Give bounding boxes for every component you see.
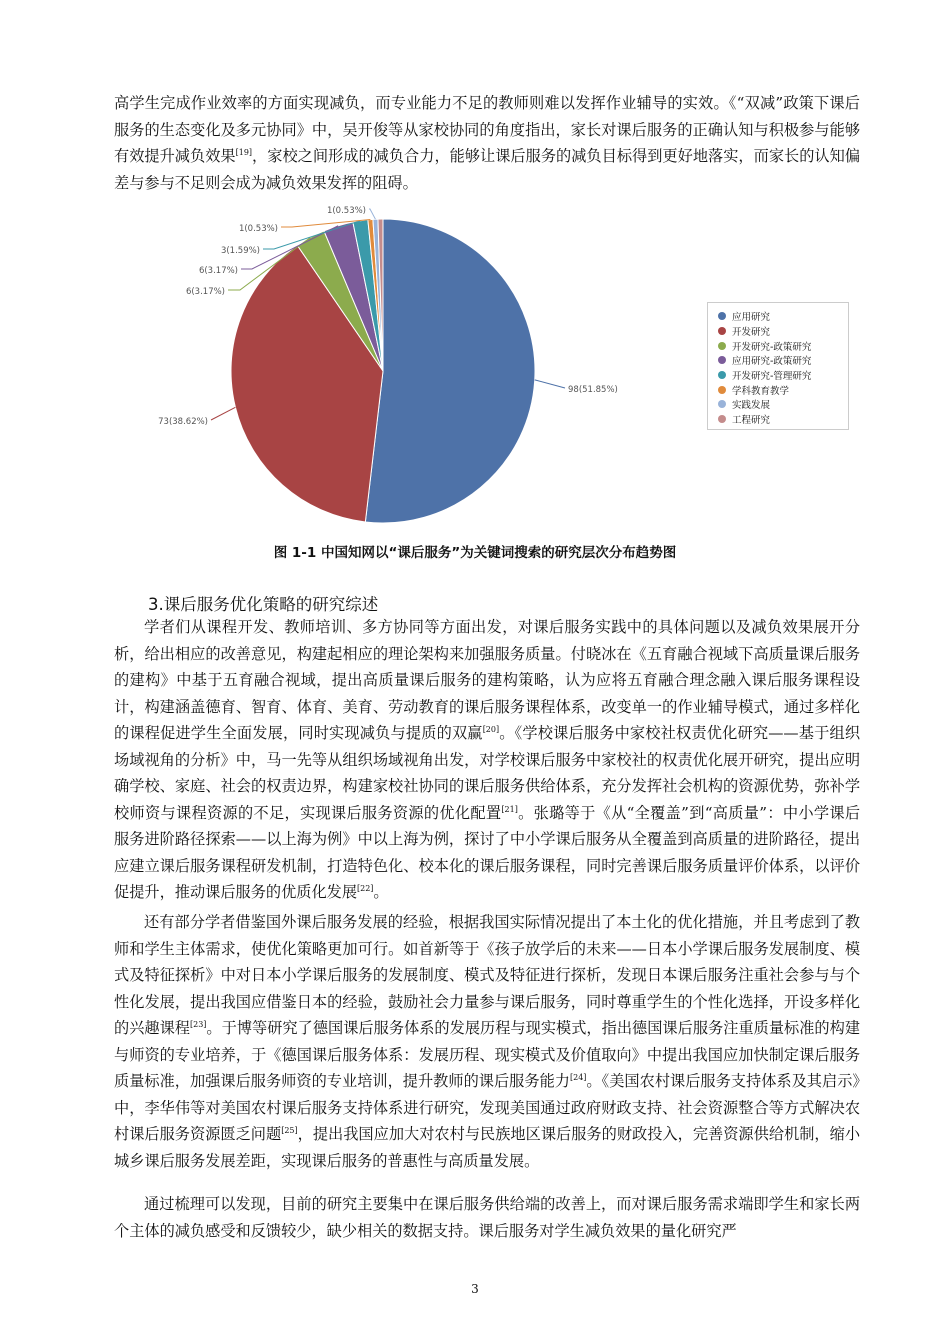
pie-chart-figure: [158, 200, 850, 530]
legend-item: [718, 309, 848, 324]
body-paragraph-2: 还有部分学者借鉴国外课后服务发展的经验，根据我国实际情况提出了本土化的优化措施，并且考虑到了教师和学生主体需求，使优化策略更加可行。如首新等于《孩子放学后的未来——日本小学课后服务发展制度、模式及特征探析》中对日本小学课后服务的发展制度、模式及特征进行探析，发现日本课后服务注重社会参与与个性化发展，提出我国应借鉴日本的经验，鼓励社会力量参与课后服务，同时尊重学生的个性化选择，开设多样化的兴趣课程[23]。于博等研究了德国课后服务体系的发展历程与现实模式，指出德国课后服务注重质量标准的构建与师资的专业培养，于《德国课后服务体系：发展历程、现实模式及价值取向》中提出我国应加快制定课后服务质量标准，加强课后服务师资的专业培训，提升教师的课后服务能力[24]。《美国农村课后服务支持体系及其启示》中，李华伟等对美国农村课后服务支持体系进行研究，发现美国通过政府财政支持、社会资源整合等方式解决农村课后服务资源匮乏问题[25]，提出我国应加大对农村与民族地区课后服务的财政投入，完善资源供给机制，缩小城乡课后服务发展差距，实现课后服务的普惠性与高质量发展。: [114, 913, 861, 1170]
legend-label: 工程研究: [732, 415, 771, 427]
citation-ref: [20]: [482, 725, 500, 734]
label-leader-line: [535, 380, 565, 388]
legend-color-dot: [718, 312, 726, 320]
data-label: 98(51.85%): [568, 385, 618, 395]
legend-color-dot: [718, 400, 726, 408]
data-label: 1(0.53%): [238, 224, 278, 234]
legend-color-dot: [718, 327, 726, 335]
legend-color-dot: [718, 371, 726, 379]
legend-label: 学科教育教学: [732, 385, 790, 397]
citation-ref: [25]: [281, 1126, 298, 1135]
legend-label: 开发研究-政策研究: [732, 341, 812, 353]
label-leader-line: [369, 209, 375, 219]
data-label: 1(0.53%): [326, 206, 366, 216]
citation-ref: [21]: [501, 804, 518, 814]
data-label: 6(3.17%): [198, 266, 238, 276]
chart-legend: [707, 302, 849, 430]
legend-item: [718, 353, 848, 368]
legend-item: [718, 412, 848, 427]
citation-ref: [23]: [190, 1020, 207, 1029]
citation-ref: [22]: [357, 884, 374, 893]
data-label: 3(1.59%): [220, 246, 260, 256]
section-heading: 3.课后服务优化策略的研究综述: [148, 595, 379, 614]
body-paragraph-1: 学者们从课程开发、教师培训、多方协同等方面出发，对课后服务实践中的具体问题以及减负效果展开分析，给出相应的改善意见，构建起相应的理论架构来加强服务质量。付晓冰在《五育融合视域下高质量课后服务的建构》中基于五育融合视域，提出高质量课后服务的建构策略，认为应将五育融合理念融入课后服务课程设计，构建涵盖德育、智育、体育、美育、劳动教育的课后服务课程体系，改变单一的作业辅导模式，通过多样化的课程促进学生全面发展，同时实现减负与提质的双赢[20]。《学校课后服务中家校社权责优化研究——基于组织场域视角的分析》中，马一先等从组织场域视角出发，对学校课后服务中家校社的权责优化展开研究，提出应明确学校、家庭、社会的权责边界，构建家校社协同的课后服务供给体系，充分发挥社会机构的资源优势，弥补学校师资与课程资源的不足，实现课后服务资源的优化配置[21]。张璐等于《从“全覆盖”到“高质量”：中小学课后服务进阶路径探索——以上海为例》中以上海为例，探讨了中小学课后服务从全覆盖到高质量的进阶路径，提出应建立课后服务课程研发机制，打造特色化、校本化的课后服务课程，同时完善课后服务质量评价体系，以评价促提升，推动课后服务的优质化发展[22]。: [114, 618, 861, 901]
legend-label: 应用研究: [732, 312, 771, 324]
legend-color-dot: [718, 415, 726, 423]
page-number: 3: [471, 1282, 479, 1296]
legend-item: [718, 324, 848, 339]
legend-label: 实践发展: [732, 400, 771, 412]
citation-ref: [24]: [569, 1073, 587, 1082]
legend-color-dot: [718, 356, 726, 364]
legend-item: [718, 382, 848, 397]
label-leader-line: [211, 407, 235, 420]
legend-label: 应用研究-政策研究: [732, 356, 812, 368]
legend-item: [718, 368, 848, 383]
figure-caption: 图 1-1 中国知网以“课后服务”为关键词搜索的研究层次分布趋势图: [273, 545, 677, 561]
pie-slice: [365, 219, 535, 523]
body-paragraph-intro: 高学生完成作业效率的方面实现减负，而专业能力不足的教师则难以发挥作业辅导的实效。《“双减”政策下课后服务的生态变化及多元协同》中，吴开俊等从家校协同的角度指出，家长对课后服务的正确认知与积极参与能够有效提升减负效果[19]，家校之间形成的减负合力，能够让课后服务的减负目标得到更好地落实，而家长的认知偏差与参与不足则会成为减负效果发挥的阻碍。: [114, 94, 861, 192]
legend-label: 开发研究: [732, 327, 771, 339]
legend-label: 开发研究-管理研究: [732, 371, 812, 383]
data-label: 73(38.62%): [158, 417, 208, 427]
legend-item: [718, 338, 848, 353]
body-paragraph-3: 通过梳理可以发现，目前的研究主要集中在课后服务供给端的改善上，而对课后服务需求端即学生和家长两个主体的减负感受和反馈较少，缺少相关的数据支持。课后服务对学生减负效果的量化研究严: [114, 1195, 860, 1240]
legend-color-dot: [718, 342, 726, 350]
legend-color-dot: [718, 386, 726, 394]
data-label: 6(3.17%): [185, 287, 225, 297]
legend-item: [718, 397, 848, 412]
citation-ref: [19]: [235, 148, 253, 157]
